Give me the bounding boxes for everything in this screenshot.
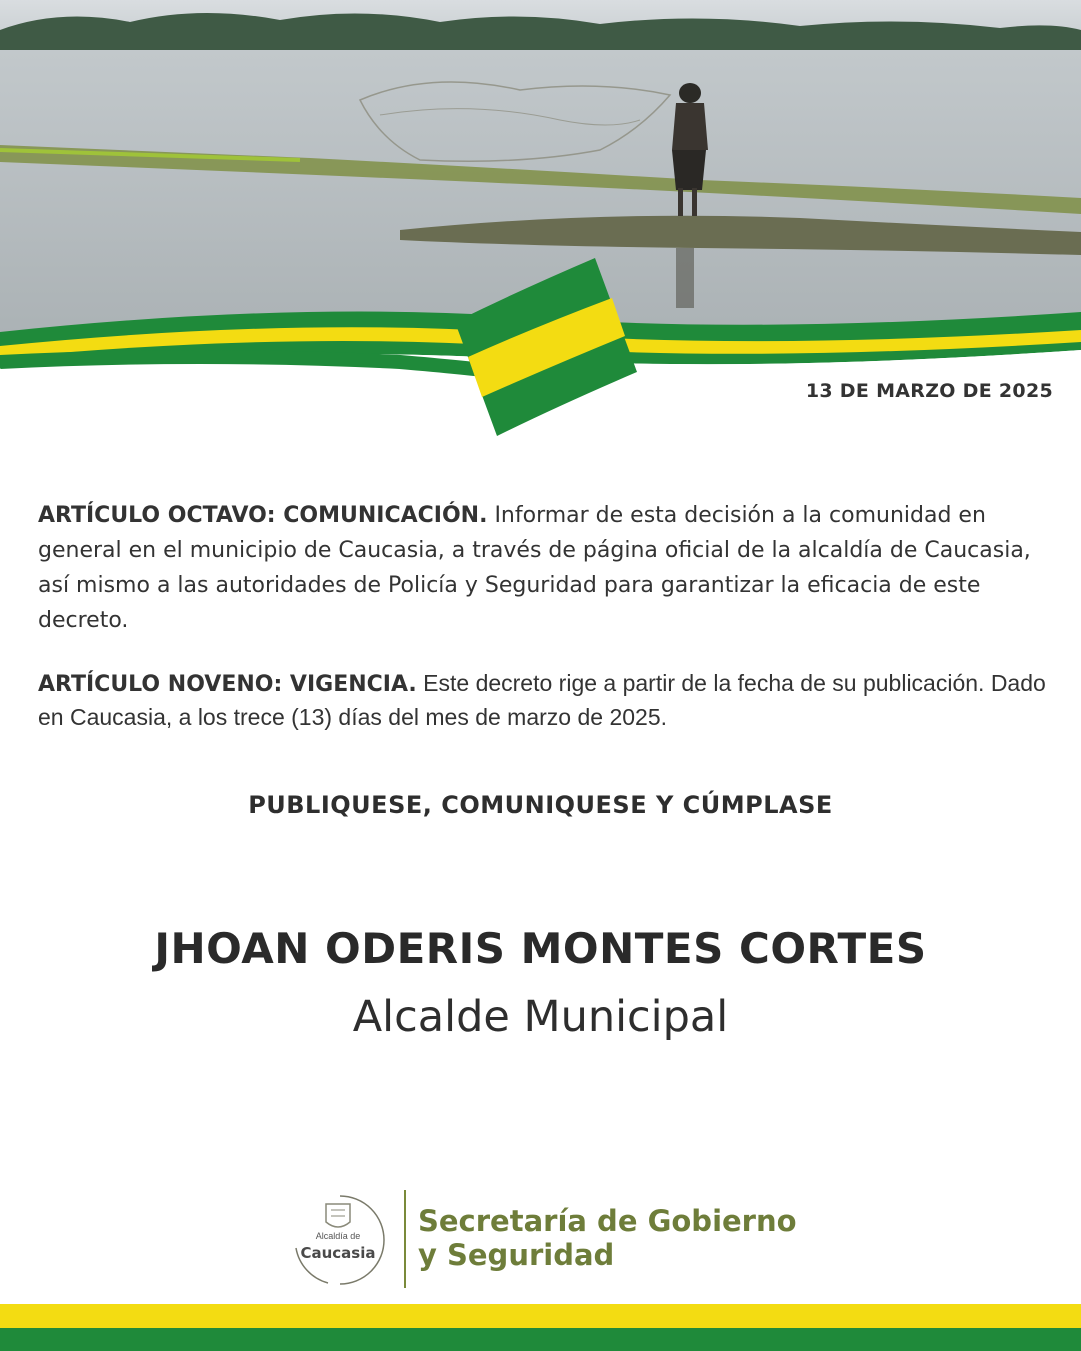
footer-band-yellow	[0, 1304, 1081, 1328]
river-fisherman-photo	[0, 0, 1081, 440]
logo-city-name: Caucasia	[300, 1244, 376, 1262]
article-noveno	[38, 667, 1048, 734]
article-body: Este decreto rige a partir de la fecha de su publicación. Dado en Caucasia, a los trece (13) días del mes de marzo de 2025.	[38, 670, 1046, 730]
article-heading: ARTÍCULO OCTAVO: COMUNICACIÓN.	[38, 503, 488, 528]
footer-divider	[404, 1190, 406, 1288]
department-line-2: y Seguridad	[418, 1238, 615, 1272]
article-body: Informar de esta decisión a la comunidad en general en el municipio de Caucasia, a través de página oficial de la alcaldía de Caucasia, así mismo a las autoridades de Policía y Seguridad para garantizar la eficacia de este decreto.	[38, 503, 1031, 633]
article-heading: ARTÍCULO NOVENO: VIGENCIA.	[38, 672, 417, 697]
hero-photo-banner	[0, 0, 1081, 440]
signer-name: JHOAN ODERIS MONTES CORTES	[154, 924, 927, 973]
caucasia-logo	[288, 1188, 388, 1288]
logo-caption: Alcaldía de	[315, 1231, 361, 1241]
closing-formula: PUBLIQUESE, COMUNIQUESE Y CÚMPLASE	[248, 791, 833, 819]
article-octavo	[38, 498, 1048, 638]
signer-role: Alcalde Municipal	[352, 992, 729, 1042]
publication-date: 13 DE MARZO DE 2025	[805, 380, 1053, 402]
department-line-1: Secretaría de Gobierno	[418, 1204, 797, 1238]
department-name	[418, 1204, 797, 1272]
footer-band-green	[0, 1328, 1081, 1351]
